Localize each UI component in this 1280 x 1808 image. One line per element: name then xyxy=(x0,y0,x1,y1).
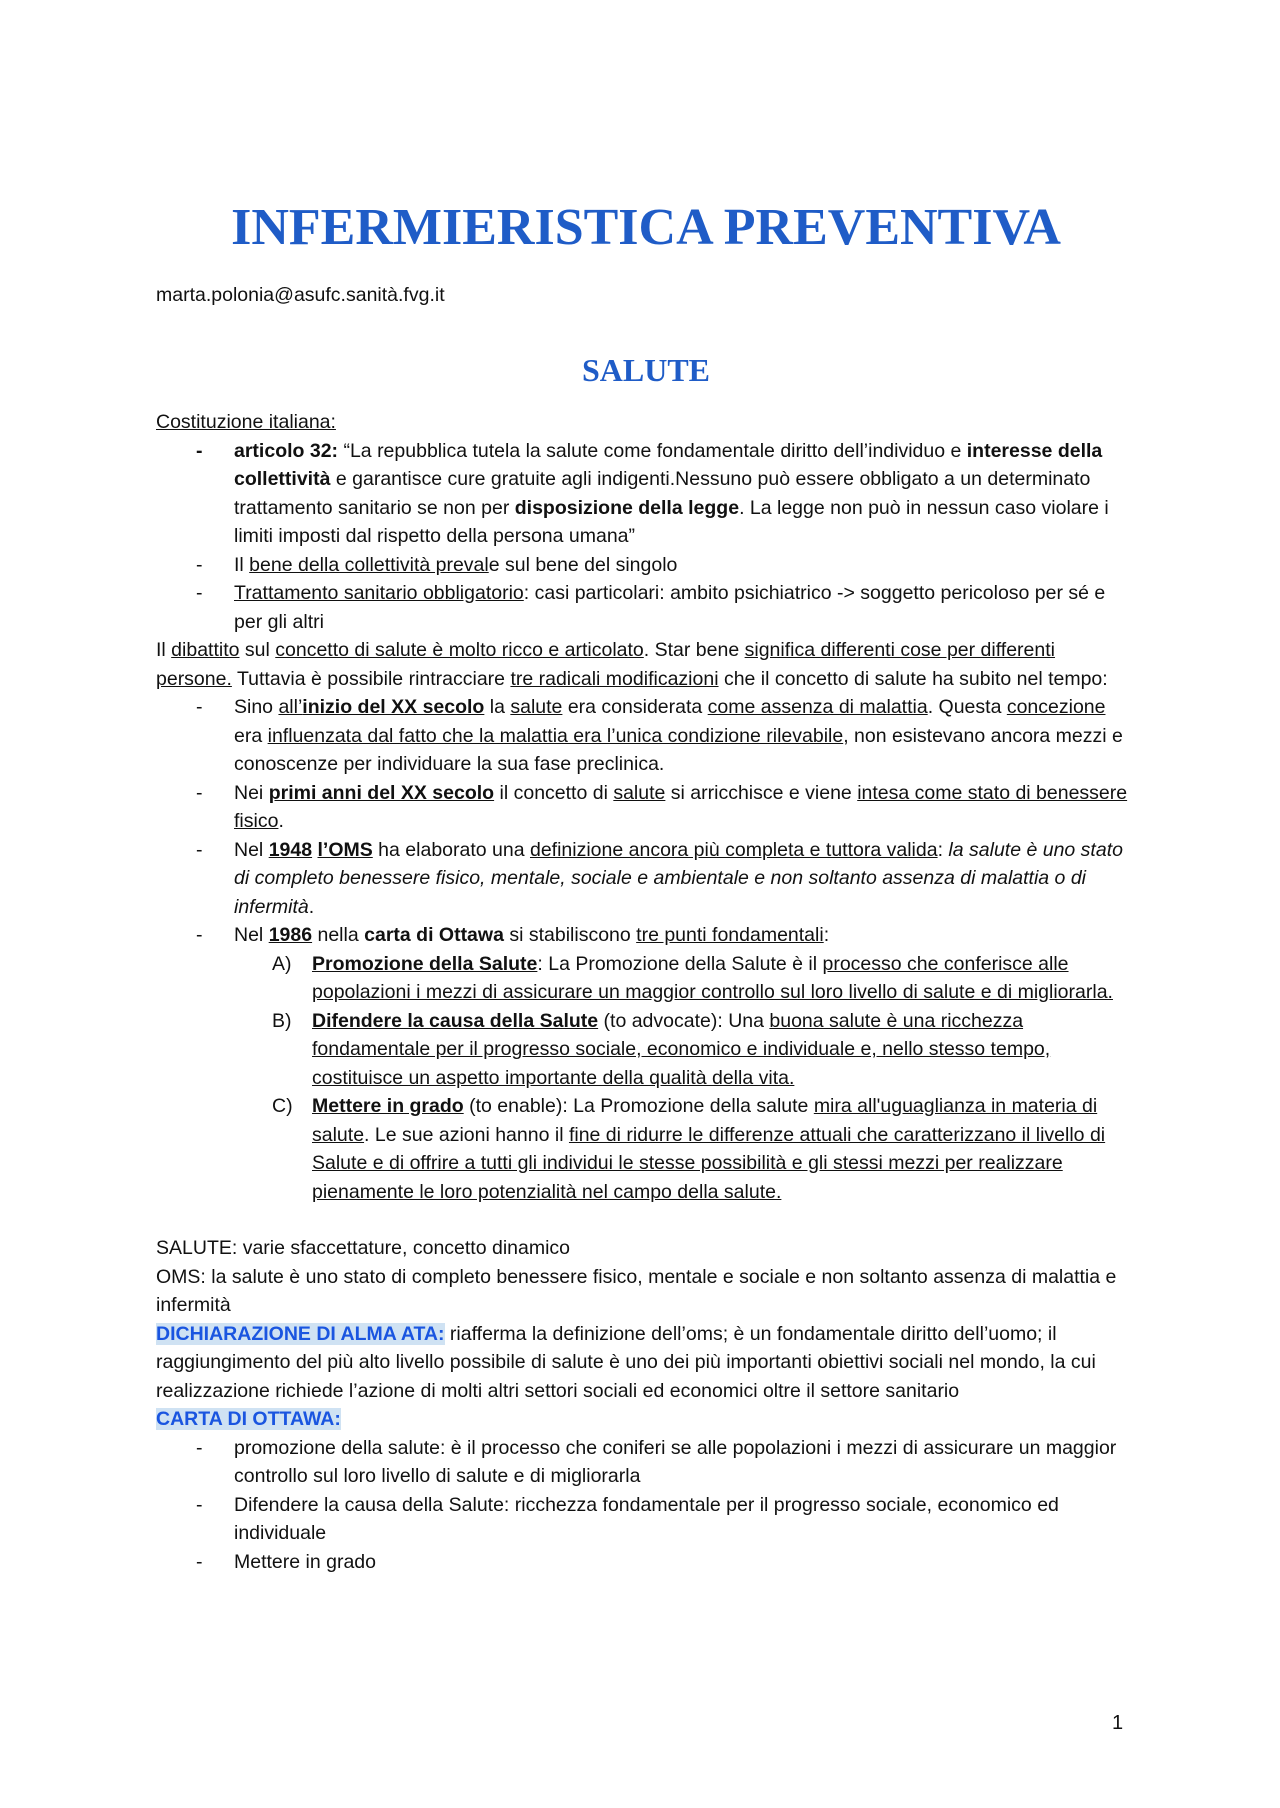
ottawa-point-b: B) Difendere la causa della Salute (to advocate): Una buona salute è una ricchezza fondamentale per il progresso sociale, economico e individuale e, nello stesso tempo, costituisce un aspetto importante della qualità della vita. xyxy=(272,1009,1051,1089)
author-email: marta.polonia@asufc.sanità.fvg.it xyxy=(156,284,445,306)
list-item-tso: - Trattamento sanitario obbligatorio: casi particolari: ambito psichiatrico -> soggetto pericoloso per sé e per gli altri xyxy=(156,579,1136,636)
section-title: SALUTE xyxy=(581,352,711,388)
ottawa-point-c: C) Mettere in grado (to enable): La Promozione della salute mira all'uguaglianza in materia di salute. Le sue azioni hanno il fine di ridurre le differenze attuali che caratterizzano il livello di Salute e di offrire a tutti gli individui le stesse possibilità e gli stessi mezzi per realizzare pienamente le loro potenzialità nel campo della salute. xyxy=(272,1095,1106,1203)
alma-ata-paragraph: DICHIARAZIONE DI ALMA ATA: riafferma la definizione dell’oms; è un fondamentale diritto dell’uomo; il raggiungimento del più alto livello possibile di salute è uno dei più importanti obiettivi sociali nel mondo, la cui realizzazione richiede l’azione di molti altri settori sociali ed economici oltre il settore sanitario xyxy=(156,1322,1096,1402)
list-item-ottawa-1986: - Nel 1986 nella carta di Ottawa si stabiliscono tre punti fondamentali: xyxy=(156,921,1136,950)
list-item-inizio-xx-secolo: - Sino all’inizio del XX secolo la salute era considerata come assenza di malattia. Questa concezione era influenzata dal fatto che la malattia era l’unica condizione rilevabile, non esistevano ancora mezzi e conoscenze per individuare la sua fase preclinica. xyxy=(156,693,1136,779)
list-item-oms-1948: - Nel 1948 l’OMS ha elaborato una definizione ancora più completa e tuttora valida: la salute è uno stato di completo benessere fisico, mentale, sociale e ambientale e non soltanto assenza di malattia o di infermità. xyxy=(156,836,1136,922)
list-item-articolo-32: - articolo 32: “La repubblica tutela la salute come fondamentale diritto dell’individuo e interesse della collettività e garantisce cure gratuite agli indigenti.Nessuno può essere obbligato a un determinato trattamento sanitario se non per disposizione della legge. La legge non può in nessun caso violare i limiti imposti dal rispetto della persona umana” xyxy=(156,437,1136,551)
section-body xyxy=(156,408,1136,1576)
list-item: - promozione della salute: è il processo che coniferi se alle popolazioni i mezzi di assicurare un maggior controllo sul loro livello di salute e di migliorarla xyxy=(156,1434,1136,1491)
ottawa-points-list xyxy=(156,950,1136,1207)
page-number: 1 xyxy=(1112,1712,1124,1734)
salute-note: SALUTE: varie sfaccettature, concetto dinamico xyxy=(156,1237,571,1259)
dibattito-paragraph: Il dibattito sul concetto di salute è molto ricco e articolato. Star bene significa differenti cose per differenti persone. Tuttavia è possibile rintracciare tre radicali modificazioni che il concetto di salute ha subito nel tempo: xyxy=(156,639,1108,690)
list-item: - Difendere la causa della Salute: ricchezza fondamentale per il progresso sociale, economico ed individuale xyxy=(156,1491,1136,1548)
costituzione-heading: Costituzione italiana: xyxy=(156,411,336,433)
ottawa-label-line xyxy=(156,1405,1136,1434)
ottawa-point-a: A) Promozione della Salute: La Promozione della Salute è il processo che conferisce alle popolazioni i mezzi di assicurare un maggior controllo sul loro livello di salute e di migliorarla. xyxy=(272,952,1113,1003)
document-title: INFERMIERISTICA PREVENTIVA xyxy=(231,199,1061,256)
ottawa-label: CARTA DI OTTAWA: xyxy=(156,1408,341,1430)
history-list xyxy=(156,693,1136,950)
list-item-bene-collettivita: - Il bene della collettività prevale sul bene del singolo xyxy=(156,551,1136,580)
list-item: - Mettere in grado xyxy=(156,1548,1136,1577)
oms-note: OMS: la salute è uno stato di completo benessere fisico, mentale e sociale e non soltanto assenza di malattia e infermità xyxy=(156,1265,1117,1316)
list-item-primi-anni: - Nei primi anni del XX secolo il concetto di salute si arricchisce e viene intesa come stato di benessere fisico. xyxy=(156,779,1136,836)
costituzione-list xyxy=(156,437,1136,637)
alma-ata-label: DICHIARAZIONE DI ALMA ATA: xyxy=(156,1322,445,1345)
spacer xyxy=(156,1206,1136,1234)
ottawa-notes-list xyxy=(156,1434,1136,1577)
